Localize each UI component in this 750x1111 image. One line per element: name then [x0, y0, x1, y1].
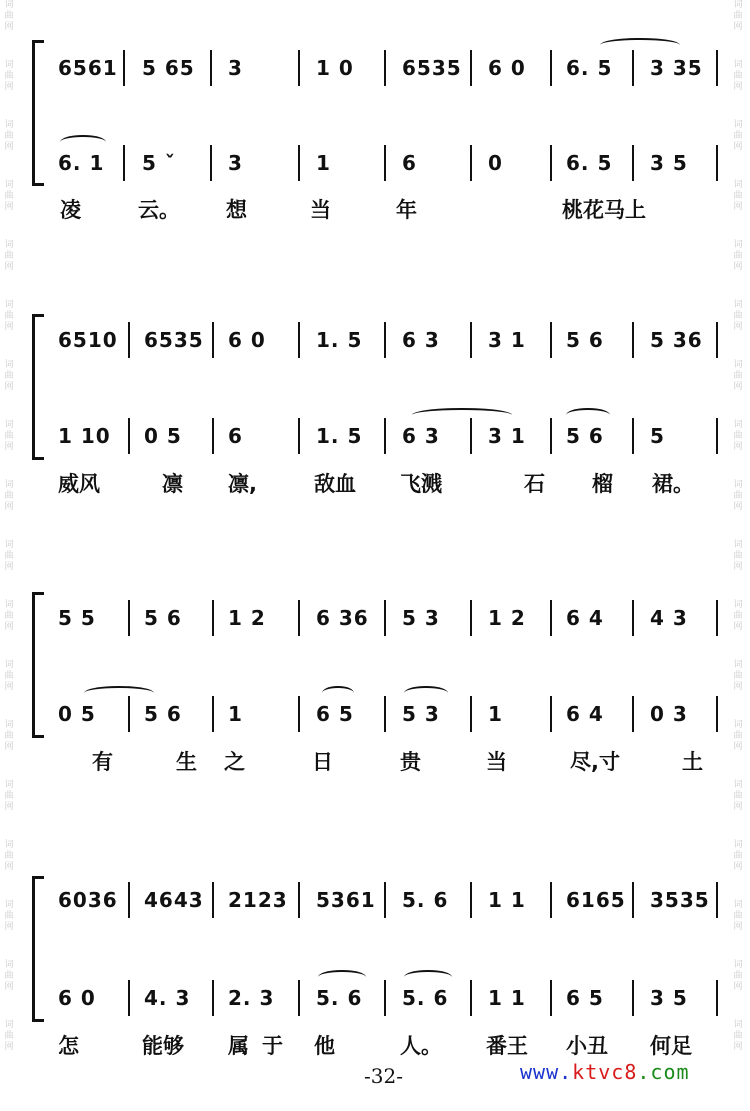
measure: 5 ˇ [142, 151, 176, 175]
watermark: 词曲网 [733, 540, 743, 572]
watermark: 词曲网 [4, 960, 14, 992]
measure: 6 36 [316, 606, 369, 630]
watermark: 词曲网 [733, 360, 743, 392]
measure: 1 10 [58, 424, 111, 448]
measure: 6 0 [488, 56, 526, 80]
measure: 6. 1 [58, 151, 105, 175]
measure: 0 5 [144, 424, 182, 448]
lyric: 怎 [58, 1034, 79, 1058]
lyric: 小丑 [566, 1034, 608, 1058]
lyric: 他 [314, 1034, 335, 1058]
watermark: 词曲网 [4, 540, 14, 572]
barline [632, 322, 634, 358]
barline [716, 882, 718, 918]
barline [384, 696, 386, 732]
watermark: 词曲网 [733, 120, 743, 152]
measure: 5 6 [566, 328, 604, 352]
barline [298, 418, 300, 454]
barline [298, 882, 300, 918]
slur [404, 970, 452, 984]
measure: 3 [228, 56, 243, 80]
measure: 1 2 [228, 606, 266, 630]
barline [128, 980, 130, 1016]
watermark: 词曲网 [4, 1020, 14, 1052]
watermark: 词曲网 [4, 660, 14, 692]
measure: 6 4 [566, 606, 604, 630]
barline [470, 145, 472, 181]
lower-staff [0, 418, 750, 454]
measure: 6165 [566, 888, 626, 912]
site-logo-part: www. [520, 1060, 573, 1084]
watermark: 词曲网 [733, 780, 743, 812]
measure: 3 5 [650, 986, 688, 1010]
measure: 4. 3 [144, 986, 191, 1010]
barline [470, 50, 472, 86]
slur [60, 135, 106, 149]
watermark: 词曲网 [4, 180, 14, 212]
watermark: 词曲网 [4, 240, 14, 272]
barline [298, 322, 300, 358]
lyric: 当 [310, 198, 331, 222]
watermark: 词曲网 [4, 420, 14, 452]
slur [318, 970, 366, 984]
measure: 3 [228, 151, 243, 175]
watermark: 词曲网 [4, 900, 14, 932]
watermark: 词曲网 [4, 480, 14, 512]
measure: 5 5 [58, 606, 96, 630]
barline [384, 980, 386, 1016]
watermark: 词曲网 [4, 780, 14, 812]
barline [298, 600, 300, 636]
lyric: 石 [524, 472, 545, 496]
slur [322, 686, 354, 700]
lyric: 凛 [162, 472, 183, 496]
barline [212, 600, 214, 636]
measure: 6561 [58, 56, 118, 80]
watermark: 词曲网 [4, 600, 14, 632]
barline [210, 145, 212, 181]
lyric: 想 [226, 198, 247, 222]
lyric: 当 [486, 750, 507, 774]
watermark: 词曲网 [733, 660, 743, 692]
measure: 6 3 [402, 424, 440, 448]
barline [716, 322, 718, 358]
slur [84, 686, 154, 700]
measure: 5. 6 [402, 888, 449, 912]
lyric: 年 [396, 198, 417, 222]
barline [212, 696, 214, 732]
lyric: 飞溅 [400, 472, 442, 496]
measure: 5 6 [566, 424, 604, 448]
lyric: 有 [92, 750, 113, 774]
barline [550, 418, 552, 454]
upper-staff [0, 882, 750, 918]
lower-staff [0, 980, 750, 1016]
upper-staff [0, 322, 750, 358]
measure: 0 [488, 151, 503, 175]
watermark: 词曲网 [733, 600, 743, 632]
slur [412, 408, 512, 422]
barline [298, 50, 300, 86]
watermark: 词曲网 [733, 240, 743, 272]
measure: 2123 [228, 888, 288, 912]
slur [404, 686, 448, 700]
lyric: 敌血 [314, 472, 356, 496]
watermark: 词曲网 [733, 0, 743, 32]
lyric: 人。 [400, 1034, 442, 1058]
watermark: 词曲网 [4, 120, 14, 152]
measure: 1. 5 [316, 328, 363, 352]
barline [384, 418, 386, 454]
watermark: 词曲网 [4, 60, 14, 92]
barline [550, 50, 552, 86]
barline [128, 882, 130, 918]
measure: 1 2 [488, 606, 526, 630]
measure: 2. 3 [228, 986, 275, 1010]
measure: 5 3 [402, 606, 440, 630]
measure: 6535 [402, 56, 462, 80]
measure: 5 6 [144, 606, 182, 630]
barline [632, 600, 634, 636]
measure: 3 1 [488, 424, 526, 448]
lyric: 桃花马上 [562, 198, 646, 222]
barline [384, 145, 386, 181]
measure: 5. 6 [316, 986, 363, 1010]
measure: 6 4 [566, 702, 604, 726]
barline [470, 980, 472, 1016]
barline [716, 418, 718, 454]
barline [550, 882, 552, 918]
barline [632, 50, 634, 86]
measure: 1 0 [316, 56, 354, 80]
measure: 5 6 [144, 702, 182, 726]
lyric: 之 [224, 750, 245, 774]
barline [212, 322, 214, 358]
barline [716, 980, 718, 1016]
slur [600, 38, 680, 52]
measure: 1 1 [488, 888, 526, 912]
lyric: 何足 [650, 1034, 692, 1058]
watermark: 词曲网 [4, 300, 14, 332]
barline [384, 50, 386, 86]
barline [128, 322, 130, 358]
watermark: 词曲网 [733, 420, 743, 452]
measure: 5. 6 [402, 986, 449, 1010]
barline [298, 145, 300, 181]
measure: 1 [488, 702, 503, 726]
measure: 3 35 [650, 56, 703, 80]
watermark: 词曲网 [4, 720, 14, 752]
measure: 6510 [58, 328, 118, 352]
barline [550, 145, 552, 181]
lyric: 凛, [228, 472, 257, 496]
barline [632, 418, 634, 454]
watermark: 词曲网 [4, 840, 14, 872]
barline [632, 696, 634, 732]
barline [632, 145, 634, 181]
site-logo-part: ktvc8 [572, 1060, 638, 1084]
barline [716, 145, 718, 181]
site-logo[interactable] [520, 1060, 690, 1084]
barline [716, 50, 718, 86]
measure: 6 [228, 424, 243, 448]
slur [566, 408, 610, 422]
measure: 4643 [144, 888, 204, 912]
measure: 5 3 [402, 702, 440, 726]
measure: 5 65 [142, 56, 195, 80]
measure: 5361 [316, 888, 376, 912]
barline [298, 696, 300, 732]
barline [716, 696, 718, 732]
barline [550, 322, 552, 358]
measure: 6 5 [566, 986, 604, 1010]
upper-staff [0, 50, 750, 86]
barline [212, 980, 214, 1016]
barline [212, 418, 214, 454]
barline [632, 882, 634, 918]
measure: 5 36 [650, 328, 703, 352]
measure: 6036 [58, 888, 118, 912]
barline [384, 322, 386, 358]
watermark: 词曲网 [733, 720, 743, 752]
barline [470, 696, 472, 732]
barline [470, 882, 472, 918]
watermark: 词曲网 [733, 300, 743, 332]
barline [123, 145, 125, 181]
lyrics-line [0, 746, 750, 776]
watermark: 词曲网 [4, 0, 14, 32]
watermark: 词曲网 [4, 360, 14, 392]
measure: 1 [316, 151, 331, 175]
lyric: 生 [176, 750, 197, 774]
measure: 3 5 [650, 151, 688, 175]
measure: 6 5 [316, 702, 354, 726]
measure: 6. 5 [566, 56, 613, 80]
measure: 6 [402, 151, 417, 175]
measure: 6. 5 [566, 151, 613, 175]
barline [128, 600, 130, 636]
watermark: 词曲网 [733, 60, 743, 92]
barline [470, 418, 472, 454]
barline [550, 696, 552, 732]
barline [470, 322, 472, 358]
lyric: 番王 [486, 1034, 528, 1058]
measure: 6 0 [228, 328, 266, 352]
measure: 3 1 [488, 328, 526, 352]
page-number: -32- [364, 1064, 403, 1088]
barline [212, 882, 214, 918]
lyric: 云。 [138, 198, 180, 222]
barline [128, 696, 130, 732]
measure: 1. 5 [316, 424, 363, 448]
lower-staff [0, 145, 750, 181]
measure: 1 1 [488, 986, 526, 1010]
measure: 4 3 [650, 606, 688, 630]
upper-staff [0, 600, 750, 636]
watermark: 词曲网 [733, 840, 743, 872]
measure: 3535 [650, 888, 710, 912]
lyrics-line [0, 468, 750, 498]
lyric: 榴 [592, 472, 613, 496]
barline [632, 980, 634, 1016]
barline [470, 600, 472, 636]
barline [550, 600, 552, 636]
lyrics-line [0, 194, 750, 224]
site-logo-part: .com [637, 1060, 690, 1084]
barline [123, 50, 125, 86]
lyrics-line [0, 1030, 750, 1060]
barline [210, 50, 212, 86]
lyric: 凌 [60, 198, 81, 222]
lyric: 日 [312, 750, 333, 774]
measure: 1 [228, 702, 243, 726]
measure: 0 3 [650, 702, 688, 726]
measure: 5 [650, 424, 665, 448]
watermark: 词曲网 [733, 960, 743, 992]
barline [128, 418, 130, 454]
lyric: 属 [228, 1034, 249, 1058]
lyric: 能够 [142, 1034, 184, 1058]
barline [384, 600, 386, 636]
measure: 0 5 [58, 702, 96, 726]
measure: 6 3 [402, 328, 440, 352]
lyric: 土 [682, 750, 703, 774]
barline [384, 882, 386, 918]
barline [550, 980, 552, 1016]
measure: 6 0 [58, 986, 96, 1010]
barline [716, 600, 718, 636]
barline [298, 980, 300, 1016]
watermark: 词曲网 [733, 480, 743, 512]
lyric: 于 [262, 1034, 283, 1058]
lyric: 贵 [400, 750, 421, 774]
lyric: 威风 [58, 472, 100, 496]
lower-staff [0, 696, 750, 732]
watermark: 词曲网 [733, 180, 743, 212]
watermark: 词曲网 [733, 900, 743, 932]
watermark: 词曲网 [733, 1020, 743, 1052]
measure: 6535 [144, 328, 204, 352]
lyric: 裙。 [652, 472, 694, 496]
lyric: 尽,寸 [570, 750, 620, 774]
